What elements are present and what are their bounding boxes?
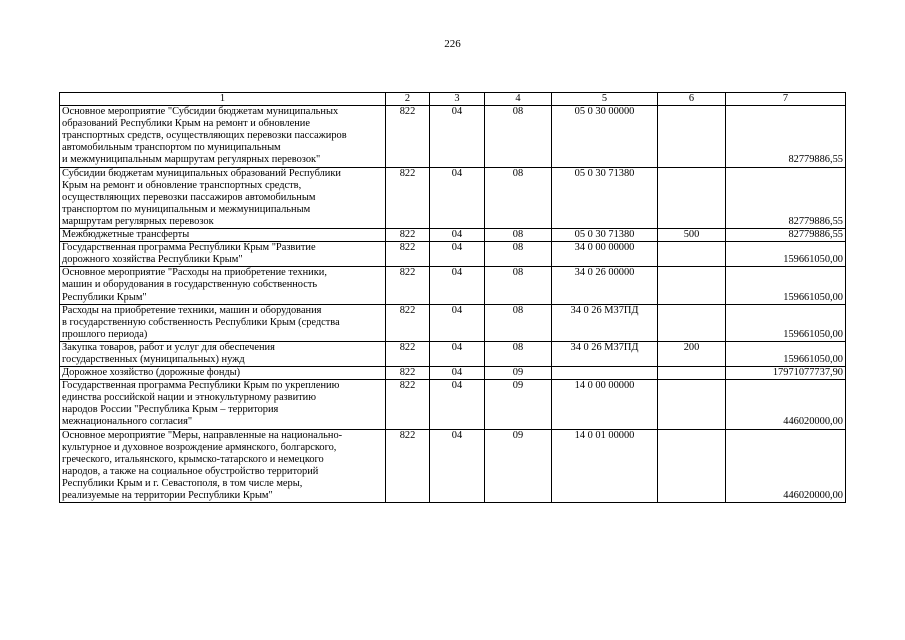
ministry-code: 822: [386, 367, 430, 380]
row-name: Основное мероприятие "Расходы на приобретение техники, машин и оборудования в государственную собственность Республики Крым": [60, 267, 386, 304]
expense-type-code: 500: [658, 229, 726, 242]
target-article-code: 14 0 00 00000: [552, 380, 658, 429]
target-article-code: 05 0 30 71380: [552, 229, 658, 242]
budget-table: [59, 92, 846, 503]
amount: 159661050,00: [726, 242, 846, 267]
expense-type-code: [658, 380, 726, 429]
ministry-code: 822: [386, 106, 430, 167]
table-row: [60, 304, 846, 341]
target-article-code: 34 0 26 М37ПД: [552, 341, 658, 366]
row-name: Межбюджетные трансферты: [60, 229, 386, 242]
expense-type-code: [658, 267, 726, 304]
amount: 82779886,55: [726, 229, 846, 242]
amount: 159661050,00: [726, 267, 846, 304]
amount: 82779886,55: [726, 167, 846, 228]
subsection-code: 08: [485, 106, 552, 167]
row-name: Государственная программа Республики Крым "Развитие дорожного хозяйства Республики Крым": [60, 242, 386, 267]
subsection-code: 09: [485, 429, 552, 503]
row-name: Основное мероприятие "Меры, направленные на национально- культурное и духовное возрождение армянского, болгарского, греческого, итальянского, крымско-татарского и немецкого народов, а также на социальное обустройство территорий Республики Крым и г. Севастополя, в том числе меры, реализуемые на территории Республики Крым": [60, 429, 386, 503]
ministry-code: 822: [386, 429, 430, 503]
expense-type-code: [658, 304, 726, 341]
amount: 159661050,00: [726, 304, 846, 341]
target-article-code: 05 0 30 71380: [552, 167, 658, 228]
table-row: [60, 341, 846, 366]
table-row: [60, 167, 846, 228]
column-header: 4: [485, 93, 552, 106]
section-code: 04: [430, 242, 485, 267]
row-name: Закупка товаров, работ и услуг для обеспечения государственных (муниципальных) нужд: [60, 341, 386, 366]
row-name: Расходы на приобретение техники, машин и оборудования в государственную собственность Республики Крым (средства прошлого периода): [60, 304, 386, 341]
target-article-code: 34 0 26 00000: [552, 267, 658, 304]
column-header: 2: [386, 93, 430, 106]
subsection-code: 08: [485, 242, 552, 267]
table-row: [60, 106, 846, 167]
table-row: [60, 242, 846, 267]
ministry-code: 822: [386, 267, 430, 304]
amount: 159661050,00: [726, 341, 846, 366]
expense-type-code: [658, 367, 726, 380]
section-code: 04: [430, 304, 485, 341]
subsection-code: 09: [485, 367, 552, 380]
amount: 82779886,55: [726, 106, 846, 167]
table-header-row: [60, 93, 846, 106]
section-code: 04: [430, 380, 485, 429]
expense-type-code: 200: [658, 341, 726, 366]
column-header: 3: [430, 93, 485, 106]
ministry-code: 822: [386, 229, 430, 242]
column-header: 1: [60, 93, 386, 106]
amount: 446020000,00: [726, 380, 846, 429]
column-header: 7: [726, 93, 846, 106]
section-code: 04: [430, 167, 485, 228]
section-code: 04: [430, 367, 485, 380]
target-article-code: 34 0 26 М37ПД: [552, 304, 658, 341]
ministry-code: 822: [386, 341, 430, 366]
row-name: Дорожное хозяйство (дорожные фонды): [60, 367, 386, 380]
target-article-code: [552, 367, 658, 380]
section-code: 04: [430, 267, 485, 304]
ministry-code: 822: [386, 242, 430, 267]
table-row: [60, 380, 846, 429]
column-header: 5: [552, 93, 658, 106]
row-name: Субсидии бюджетам муниципальных образований Республики Крым на ремонт и обновление транспортных средств, осуществляющих перевозки пассажиров автомобильным транспортом по муниципальным и межмуниципальным маршрутам регулярных перевозок: [60, 167, 386, 228]
table-row: [60, 229, 846, 242]
page-number: 226: [444, 38, 461, 50]
amount: 446020000,00: [726, 429, 846, 503]
subsection-code: 08: [485, 167, 552, 228]
row-name: Государственная программа Республики Крым по укреплению единства российской нации и этнокультурному развитию народов России "Республика Крым – территория межнационального согласия": [60, 380, 386, 429]
section-code: 04: [430, 429, 485, 503]
table-row: [60, 267, 846, 304]
ministry-code: 822: [386, 380, 430, 429]
expense-type-code: [658, 106, 726, 167]
expense-type-code: [658, 242, 726, 267]
table-row: [60, 429, 846, 503]
row-name: Основное мероприятие "Субсидии бюджетам муниципальных образований Республики Крым на ремонт и обновление транспортных средств, осуществляющих перевозки пассажиров автомобильным транспортом по муниципальным и межмуниципальным маршрутам регулярных перевозок": [60, 106, 386, 167]
amount: 17971077737,90: [726, 367, 846, 380]
table-row: [60, 367, 846, 380]
subsection-code: 08: [485, 267, 552, 304]
expense-type-code: [658, 429, 726, 503]
subsection-code: 09: [485, 380, 552, 429]
ministry-code: 822: [386, 304, 430, 341]
expense-type-code: [658, 167, 726, 228]
target-article-code: 14 0 01 00000: [552, 429, 658, 503]
section-code: 04: [430, 341, 485, 366]
subsection-code: 08: [485, 229, 552, 242]
subsection-code: 08: [485, 341, 552, 366]
target-article-code: 05 0 30 00000: [552, 106, 658, 167]
target-article-code: 34 0 00 00000: [552, 242, 658, 267]
section-code: 04: [430, 106, 485, 167]
subsection-code: 08: [485, 304, 552, 341]
column-header: 6: [658, 93, 726, 106]
ministry-code: 822: [386, 167, 430, 228]
section-code: 04: [430, 229, 485, 242]
